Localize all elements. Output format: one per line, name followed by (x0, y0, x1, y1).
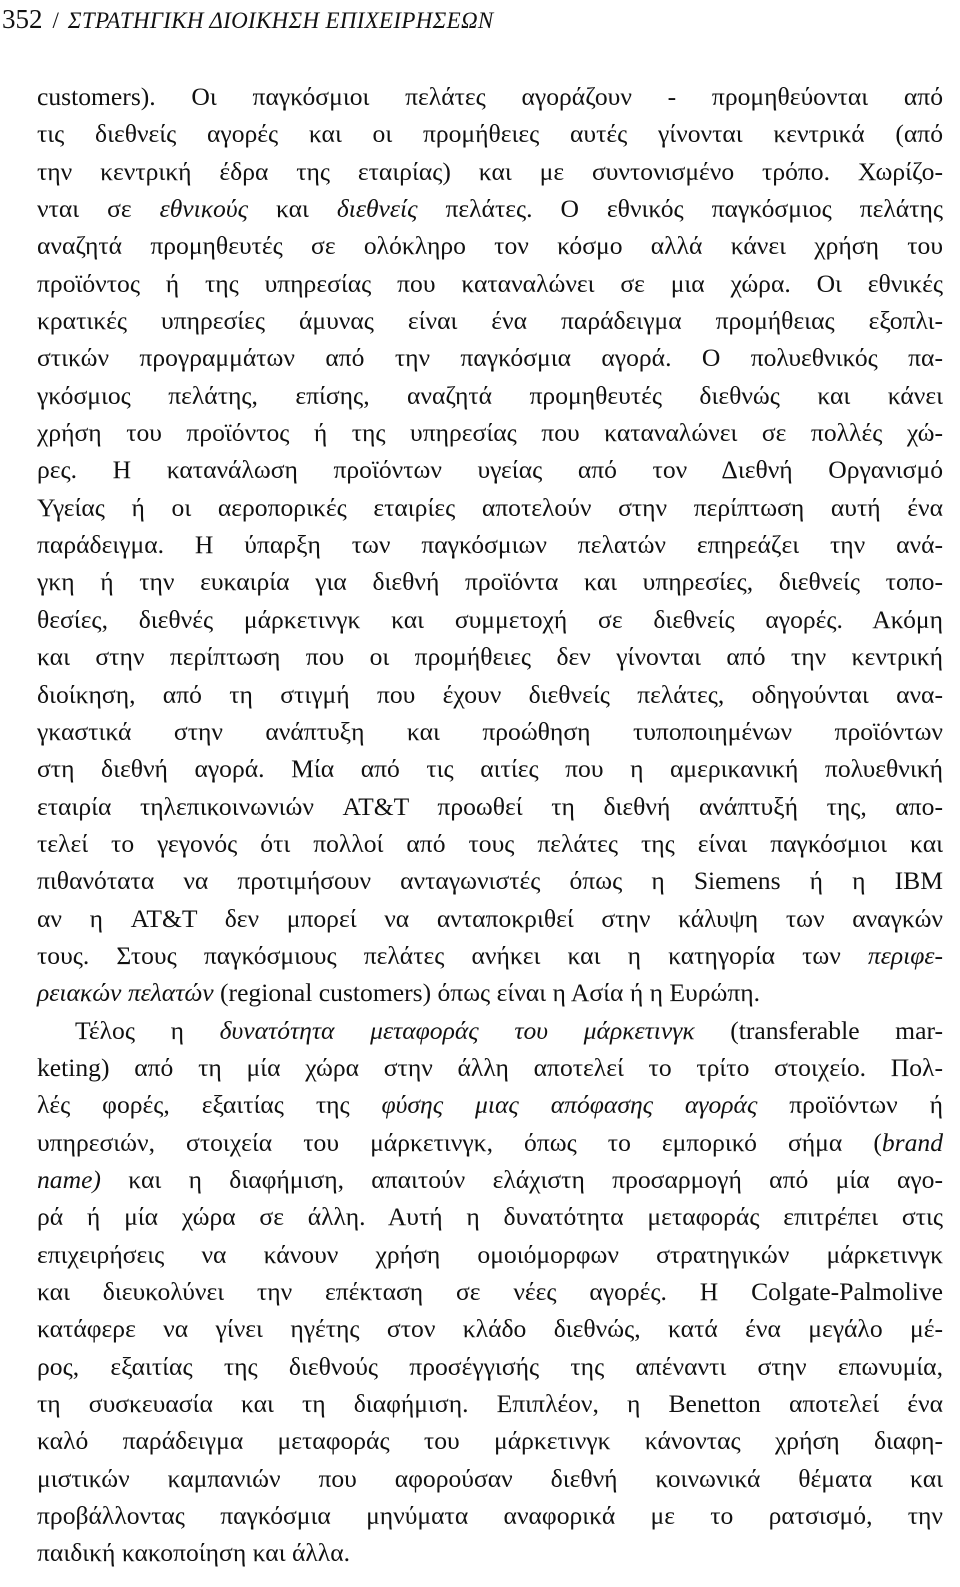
text-line (37, 638, 943, 675)
running-head (2, 4, 494, 36)
text-line (37, 1273, 943, 1310)
text-line (37, 1534, 943, 1571)
text-line (37, 115, 943, 152)
text-run: customers). Οι παγκόσμιοι πελάτες αγοράζουν - προμηθεύονται από (37, 82, 943, 111)
text-line (37, 601, 943, 638)
text-run: και στην περίπτωση που οι προμήθειες δεν γίνονται από την κεντρική (37, 642, 943, 672)
text-run: αν η AT&T δεν μπορεί να ανταποκριθεί στην κάλυψη των αναγκών (37, 903, 943, 933)
text-line (37, 713, 943, 750)
text-run: ρες. Η κατανάλωση προϊόντων υγείας από τον Διεθνή Οργανισμό (37, 455, 943, 485)
text-run: διοίκηση, από τη στιγμή που έχουν διεθνείς πελάτες, οδηγούνται ανα- (37, 679, 943, 709)
text-run: αναζητά προμηθευτές σε ολόκληρο τον κόσμο αλλά κάνει χρήση του (37, 231, 943, 261)
text-run: θεσίες, διεθνές μάρκετινγκ και συμμετοχή σε διεθνείς αγορές. Ακόμη (37, 604, 943, 634)
text-line (37, 1049, 943, 1086)
text-line (37, 78, 943, 115)
text-line (37, 1124, 943, 1161)
italic-term: περιφε- (867, 940, 943, 970)
page-number: 352 (2, 4, 43, 34)
body-text (37, 78, 943, 1572)
text-line (37, 788, 943, 825)
text-line (37, 1422, 943, 1459)
text-line (37, 265, 943, 302)
text-run: ρος, εξαιτίας της διεθνούς προσέγγισής της απέναντι στην επωνυμία, (37, 1351, 943, 1381)
italic-term: brand (881, 1127, 943, 1157)
text-run: προβάλλοντας παγκόσμια μηνύματα αναφορικά με το ρατσισμό, την (37, 1501, 943, 1531)
text-run: χρήση του προϊόντος ή της υπηρεσίας που καταναλώνει σε πολλές χώ- (37, 418, 943, 448)
text-line (37, 1012, 943, 1049)
text-line (37, 974, 943, 1011)
italic-term: ρειακών πελατών (37, 978, 214, 1008)
text-line (37, 451, 943, 488)
text-run: τελεί το γεγονός ότι πολλοί από τους πελάτες της είναι παγκόσμιοι και (37, 828, 943, 858)
text-line (37, 489, 943, 526)
text-line (37, 1086, 943, 1123)
text-run: προϊόντων ή (757, 1090, 943, 1120)
text-run: κρατικές υπηρεσίες άμυνας είναι ένα παράδειγμα προμήθειας εξοπλι- (37, 306, 943, 336)
text-line (37, 937, 943, 974)
text-line (37, 825, 943, 862)
text-run: πελάτες. Ο εθνικός παγκόσμιος πελάτης (417, 194, 943, 224)
text-line (37, 302, 943, 339)
text-line (37, 414, 943, 451)
text-run: (regional customers) όπως είναι η Ασία ή η Ευρώπη. (213, 978, 761, 1008)
text-run: γκη ή την ευκαιρία για διεθνή προϊόντα και υπηρεσίες, διεθνείς τοπο- (37, 567, 943, 597)
text-run: καλό παράδειγμα μεταφοράς του μάρκετινγκ κάνοντας χρήση διαφη- (37, 1426, 943, 1456)
text-run: (transferable mar- (694, 1015, 943, 1045)
text-run: προϊόντος ή της υπηρεσίας που καταναλώνει σε μια χώρα. Οι εθνικές (37, 268, 943, 298)
text-line (37, 377, 943, 414)
text-line (37, 862, 943, 899)
text-run: λές φορές, εξαιτίας της (37, 1090, 382, 1120)
text-run: επιχειρήσεις να κάνουν χρήση ομοιόμορφων στρατηγικών μάρκετινγκ (37, 1239, 943, 1269)
text-run: στικών προγραμμάτων από την παγκόσμια αγορά. Ο πολυεθνικός πα- (37, 343, 943, 373)
text-run: πιθανότατα να προτιμήσουν ανταγωνιστές όπως η Siemens ή η IBM (37, 866, 943, 896)
text-line (37, 1348, 943, 1385)
text-line (37, 153, 943, 190)
text-run: παράδειγμα. Η ύπαρξη των παγκόσμιων πελατών επηρεάζει την ανά- (37, 530, 943, 560)
text-run: τη συσκευασία και τη διαφήμιση. Επιπλέον, η Benetton αποτελεί ένα (37, 1389, 943, 1419)
running-head-separator: / (52, 8, 59, 33)
text-line (37, 750, 943, 787)
text-line (37, 676, 943, 713)
text-run: την κεντρική έδρα της εταιρίας) και με συντονισμένο τρόπο. Χωρίζο- (37, 156, 943, 186)
text-run: τους. Στους παγκόσμιους πελάτες ανήκει και η κατηγορία των (37, 940, 868, 970)
text-line (37, 190, 943, 227)
italic-term: φύσης μιας απόφασης αγοράς (381, 1090, 758, 1120)
italic-term: name) (37, 1164, 101, 1194)
book-title: ΣΤΡΑΤΗΓΙΚΗ ΔΙΟΙΚΗΣΗ ΕΠΙΧΕΙΡΗΣΕΩΝ (67, 8, 494, 33)
text-run: εταιρία τηλεπικοινωνιών AT&T προωθεί τη διεθνή ανάπτυξή της, απο- (37, 791, 943, 821)
text-run: νται σε (37, 194, 160, 224)
text-run: ρά ή μία χώρα σε άλλη. Αυτή η δυνατότητα μεταφοράς επιτρέπει στις (37, 1202, 943, 1232)
text-line (37, 563, 943, 600)
text-run: γκαστικά στην ανάπτυξη και προώθηση τυποποιημένων προϊόντων (37, 716, 943, 746)
text-line (37, 227, 943, 264)
text-run: και (247, 194, 337, 224)
text-run: τις διεθνείς αγορές και οι προμήθειες αυτές γίνονται κεντρικά (από (37, 119, 943, 149)
text-line (37, 339, 943, 376)
text-line (37, 1385, 943, 1422)
text-run: Τέλος η (75, 1015, 220, 1045)
text-run: κατάφερε να γίνει ηγέτης στον κλάδο διεθνώς, κατά ένα μεγάλο μέ- (37, 1314, 943, 1344)
italic-term: δυνατότητα μεταφοράς του μάρκετινγκ (219, 1015, 695, 1045)
text-line (37, 1497, 943, 1534)
italic-term: διεθνείς (336, 194, 418, 224)
text-run: παιδική κακοποίηση και άλλα. (37, 1538, 351, 1568)
text-run: keting) από τη μία χώρα στην άλλη αποτελεί το τρίτο στοιχείο. Πολ- (37, 1052, 943, 1082)
text-run: Υγείας ή οι αεροπορικές εταιρίες αποτελούν στην περίπτωση αυτή ένα (37, 492, 943, 522)
text-line (37, 900, 943, 937)
text-run: και διευκολύνει την επέκταση σε νέες αγορές. Η Colgate-Palmolive (37, 1277, 943, 1306)
text-run: υπηρεσιών, στοιχεία του μάρκετινγκ, όπως το εμπορικό σήμα ( (37, 1127, 882, 1157)
text-run: μιστικών καμπανιών που αφορούσαν διεθνή κοινωνικά θέματα και (37, 1463, 943, 1493)
text-line (37, 1460, 943, 1497)
text-run: γκόσμιος πελάτης, επίσης, αναζητά προμηθευτές διεθνώς και κάνει (37, 380, 943, 410)
text-run: και η διαφήμιση, απαιτούν ελάχιστη προσαρμογή από μία αγο- (100, 1164, 943, 1194)
text-run: στη διεθνή αγορά. Μία από τις αιτίες που η αμερικανική πολυεθνική (37, 754, 943, 784)
text-line (37, 1310, 943, 1347)
text-line (37, 1161, 943, 1198)
text-line (37, 526, 943, 563)
italic-term: εθνικούς (159, 194, 248, 224)
text-line (37, 1198, 943, 1235)
text-line (37, 1236, 943, 1273)
